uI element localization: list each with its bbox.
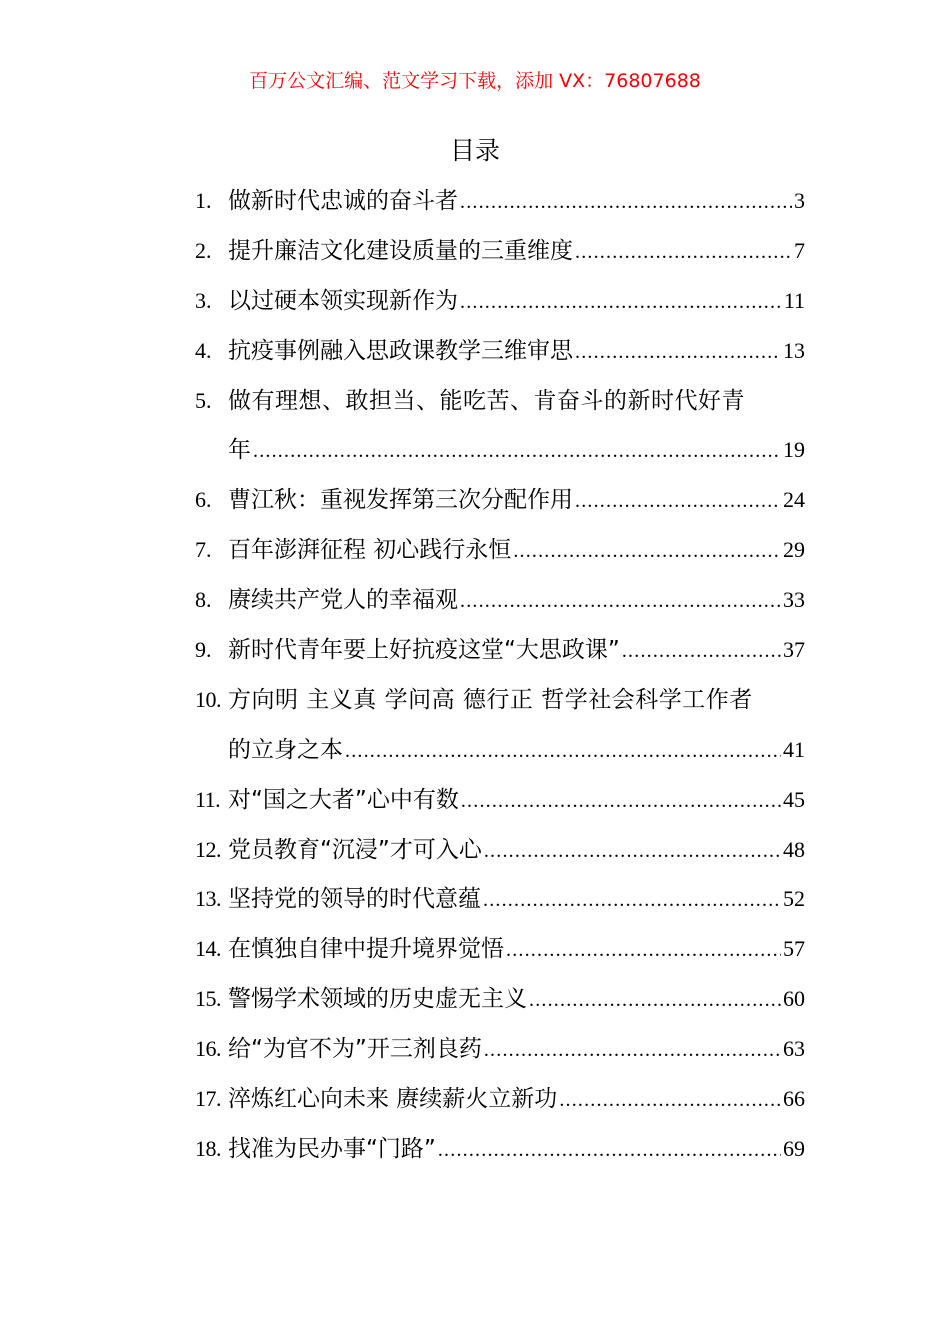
toc-title-continued: 年 <box>228 437 251 464</box>
toc-page: 13 <box>783 337 805 363</box>
dot-leader <box>575 228 792 278</box>
dot-leader <box>461 777 781 827</box>
dot-leader <box>506 926 781 976</box>
toc-title: 坚持党的领导的时代意蕴 <box>228 886 481 913</box>
toc-entry-8[interactable] <box>195 575 805 625</box>
toc-page: 7 <box>794 237 805 263</box>
toc-number: 7. <box>195 537 212 563</box>
toc-number: 17. <box>195 1086 221 1112</box>
page-title: 目录 <box>449 136 500 165</box>
toc-page: 11 <box>783 287 805 313</box>
toc-title: 做有理想、敢担当、能吃苦、肯奋斗的新时代好青 <box>228 387 745 414</box>
toc-entry-14[interactable] <box>195 924 805 974</box>
toc-page: 52 <box>783 886 805 912</box>
toc-entry-18[interactable] <box>195 1124 805 1174</box>
toc-number: 1. <box>195 188 212 213</box>
toc-title: 做新时代忠诚的奋斗者 <box>228 188 458 214</box>
toc-page: 29 <box>783 537 805 563</box>
toc-number: 11. <box>195 786 221 812</box>
toc-page: 3 <box>794 188 805 213</box>
toc-entry-12[interactable] <box>195 825 805 875</box>
toc-number: 2. <box>195 237 212 263</box>
dot-leader <box>460 577 781 627</box>
dot-leader <box>575 328 781 378</box>
toc-page: 37 <box>783 637 805 663</box>
table-of-contents <box>195 176 805 1174</box>
toc-title: 赓续共产党人的幸福观 <box>228 587 458 614</box>
toc-entry-5-line-1[interactable] <box>195 376 805 426</box>
toc-page: 33 <box>783 587 805 613</box>
toc-page: 60 <box>783 986 805 1012</box>
toc-entry-7[interactable] <box>195 525 805 575</box>
dot-leader <box>460 278 782 328</box>
dot-leader <box>483 876 781 926</box>
toc-page: 48 <box>783 836 805 862</box>
dot-leader <box>529 976 781 1026</box>
toc-page: 41 <box>783 736 805 762</box>
toc-page: 69 <box>783 1135 805 1161</box>
toc-number: 4. <box>195 337 212 363</box>
dot-leader <box>622 627 781 677</box>
toc-title: 百年澎湃征程 初心践行永恒 <box>228 537 512 564</box>
toc-title: 提升廉洁文化建设质量的三重维度 <box>228 237 573 264</box>
dot-leader <box>253 427 781 477</box>
toc-number: 3. <box>195 287 212 313</box>
toc-entry-17[interactable] <box>195 1074 805 1124</box>
toc-entry-5-line-2[interactable] <box>195 425 805 475</box>
dot-leader <box>559 1076 781 1126</box>
toc-page: 45 <box>783 786 805 812</box>
toc-number: 13. <box>195 886 221 912</box>
toc-title: 抗疫事例融入思政课教学三维审思 <box>228 337 573 364</box>
toc-entry-1[interactable] <box>195 176 805 226</box>
toc-title: 找准为民办事“门路” <box>228 1135 436 1162</box>
toc-page: 24 <box>783 487 805 513</box>
toc-number: 16. <box>195 1036 221 1062</box>
toc-entry-15[interactable] <box>195 974 805 1024</box>
dot-leader <box>484 827 781 877</box>
toc-page: 66 <box>783 1086 805 1112</box>
toc-entry-4[interactable] <box>195 326 805 376</box>
toc-entry-3[interactable] <box>195 276 805 326</box>
toc-number: 8. <box>195 587 212 613</box>
toc-number: 15. <box>195 986 221 1012</box>
toc-number: 18. <box>195 1135 221 1161</box>
toc-entry-6[interactable] <box>195 475 805 525</box>
toc-page: 63 <box>783 1036 805 1062</box>
dot-leader <box>438 1126 781 1176</box>
toc-number: 6. <box>195 487 212 513</box>
toc-entry-16[interactable] <box>195 1024 805 1074</box>
toc-title: 新时代青年要上好抗疫这堂“大思政课” <box>228 637 620 664</box>
dot-leader <box>460 178 792 228</box>
toc-entry-2[interactable] <box>195 226 805 276</box>
toc-number: 9. <box>195 637 212 663</box>
toc-entry-10-line-2[interactable] <box>195 725 805 775</box>
toc-title: 在慎独自律中提升境界觉悟 <box>228 936 504 963</box>
toc-title: 曹江秋：重视发挥第三次分配作用 <box>228 487 573 514</box>
dot-leader <box>484 1026 781 1076</box>
toc-number: 5. <box>195 387 212 413</box>
toc-title: 警惕学术领域的历史虚无主义 <box>228 986 527 1013</box>
toc-entry-10-line-1[interactable] <box>195 675 805 725</box>
toc-title: 党员教育“沉浸”才可入心 <box>228 836 482 863</box>
toc-entry-11[interactable] <box>195 775 805 825</box>
toc-number: 14. <box>195 936 221 962</box>
dot-leader <box>575 477 781 527</box>
toc-page: 19 <box>783 437 805 463</box>
toc-entry-13[interactable] <box>195 874 805 924</box>
toc-page: 57 <box>783 936 805 962</box>
dot-leader <box>345 727 781 777</box>
toc-number: 10. <box>195 686 221 712</box>
toc-title: 以过硬本领实现新作为 <box>228 287 458 314</box>
toc-title-continued: 的立身之本 <box>228 736 343 763</box>
toc-title: 淬炼红心向未来 赓续薪火立新功 <box>228 1086 558 1113</box>
dot-leader <box>513 527 781 577</box>
toc-title: 对“国之大者”心中有数 <box>228 786 459 813</box>
toc-number: 12. <box>195 836 221 862</box>
watermark-header: 百万公文汇编、范文学习下载，添加 VX：76807688 <box>249 70 701 92</box>
toc-entry-9[interactable] <box>195 625 805 675</box>
toc-title: 给“为官不为”开三剂良药 <box>228 1036 482 1063</box>
toc-title: 方向明 主义真 学问高 德行正 哲学社会科学工作者 <box>228 686 753 713</box>
